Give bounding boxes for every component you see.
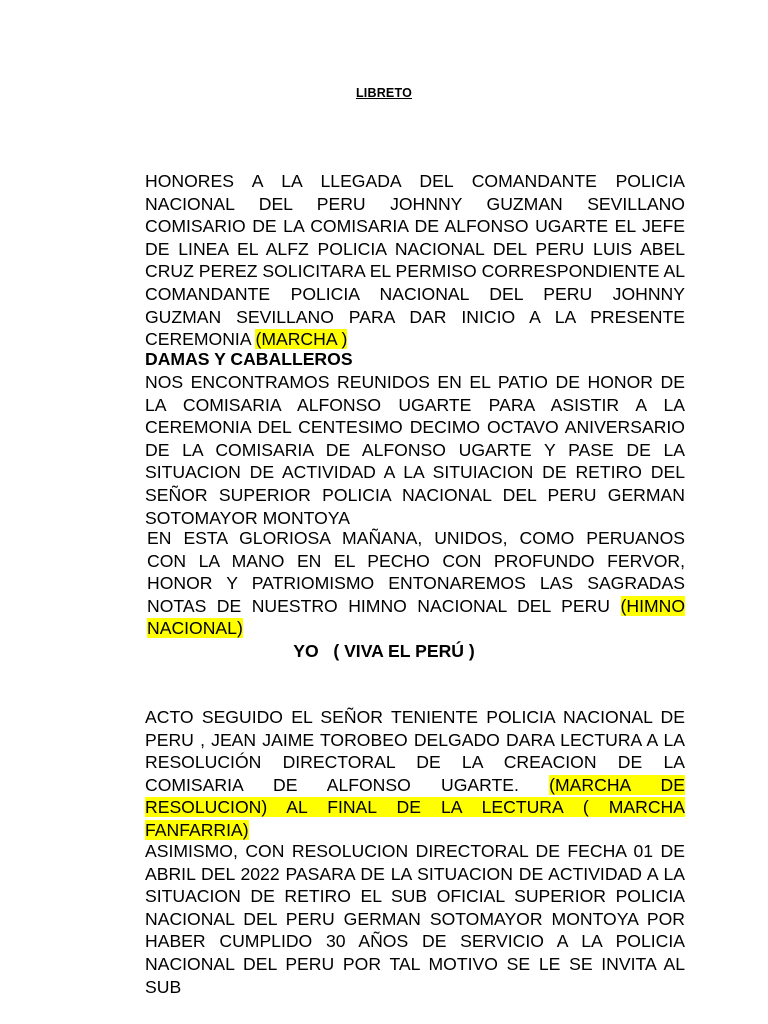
paragraph-text: ACTO SEGUIDO EL SEÑOR TENIENTE POLICIA NACIONAL DE PERU , JEAN JAIME TOROBEO DELGADO DARA LECTURA A LA RESOLUCIÓN DIRECTORAL DE LA CREACION DE LA COMISARIA DE ALFONSO UGARTE. [145,707,685,795]
highlighted-cue: (MARCHA DE RESOLUCION) AL FINAL DE LA LECTURA ( MARCHA FANFARRIA) [145,774,685,840]
paragraph-honores [145,170,685,351]
viva-el-peru-line: YO ( VIVA EL PERÚ ) [293,641,475,661]
paragraph-acto-seguido [145,706,685,842]
highlighted-cue: (MARCHA ) [255,329,348,350]
paragraph-text: HONORES A LA LLEGADA DEL COMANDANTE POLICIA NACIONAL DEL PERU JOHNNY GUZMAN SEVILLANO COMISARIO DE LA COMISARIA DE ALFONSO UGARTE EL JEFE DE LINEA EL ALFZ POLICIA NACIONAL DEL PERU LUIS ABEL CRUZ PEREZ SOLICITARA EL PERMISO CORRESPONDIENTE AL COMANDANTE POLICIA NACIONAL DEL PERU JOHNNY GUZMAN SEVILLANO PARA DAR INICIO A LA PRESENTE CEREMONIA [145,171,685,350]
section-heading: DAMAS Y CABALLEROS [145,349,353,369]
paragraph-himno [147,527,685,640]
paragraph-reunidos [145,371,685,529]
paragraph-text: EN ESTA GLORIOSA MAÑANA, UNIDOS, COMO PERUANOS CON LA MANO EN EL PECHO CON PROFUNDO FERVOR, HONOR Y PATRIOMISMO ENTONAREMOS LAS SAGRADAS NOTAS DE NUESTRO HIMNO NACIONAL DEL PERU [147,528,685,616]
paragraph-asimismo [145,840,685,998]
paragraph-text: NOS ENCONTRAMOS REUNIDOS EN EL PATIO DE HONOR DE LA COMISARIA ALFONSO UGARTE PARA ASISTIR A LA CEREMONIA DEL CENTESIMO DECIMO OCTAVO ANIVERSARIO DE LA COMISARIA DE ALFONSO UGARTE Y PASE DE LA SITUACION DE ACTIVIDAD A LA SITUIACION DE RETIRO DEL SEÑOR SUPERIOR POLICIA NACIONAL DEL PERU GERMAN SOTOMAYOR MONTOYA [145,372,685,528]
highlighted-cue: (HIMNO NACIONAL) [147,595,685,639]
document-title: LIBRETO [355,86,413,100]
paragraph-text: ASIMISMO, CON RESOLUCION DIRECTORAL DE FECHA 01 DE ABRIL DEL 2022 PASARA DE LA SITUACION DE ACTIVIDAD A LA SITUACION DE RETIRO EL SUB OFICIAL SUPERIOR POLICIA NACIONAL DEL PERU GERMAN SOTOMAYOR MONTOYA POR HABER CUMPLIDO 30 AÑOS DE SERVICIO A LA POLICIA NACIONAL DEL PERU POR TAL MOTIVO SE LE SE INVITA AL SUB [145,841,685,997]
